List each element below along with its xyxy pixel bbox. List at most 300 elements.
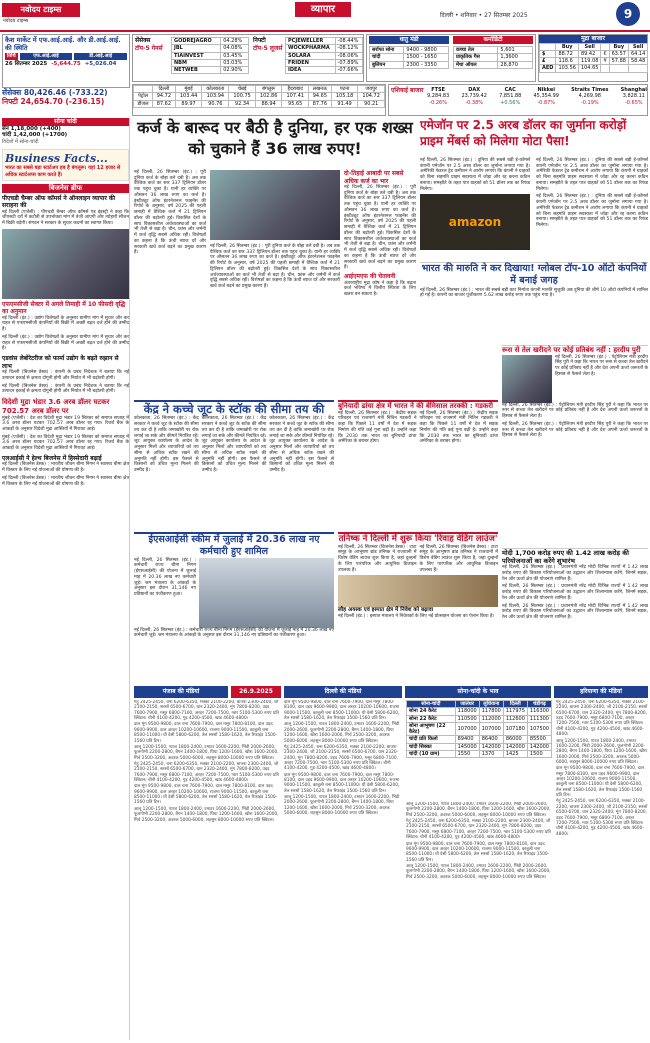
- fuel-city-row-cell: कोलकाता: [202, 86, 229, 93]
- fuel-city-row-cell: हैदराबाद: [282, 86, 309, 93]
- lead-body-3: नई दिल्ली, 26 सितम्बर (इंट.) : पूरी दुनिया कर्ज के बोझ तले दबी है। अब तक वैश्विक कर्ज का स्तर 337 ट्रिलियन डॉलर तक पहुंच चुका है। यानी हर व्यक्ति पर औसतन 36 लाख रुपए का कर्ज है। इंस्टीट्यूट ऑफ इंटरनेशनल फाइनेंस की रिपोर्ट के अनुसार, वर्ष 2025 की पहली छमाही में वैश्विक कर्ज में 21 ट्रिलियन डॉलर की बढ़ोतरी हुई। विकसित देशों के साथ विकासशील अर्थव्यवस्थाओं का कर्ज भी तेजी से बढ़ा है। चीन, फ्रांस और जर्मनी में कर्ज वृद्धि सबसे अधिक रही। विशेषज्ञों का कहना है कि ऊंची ब्याज दरें और सरकारी खर्च कर्ज बढ़ने का प्रमुख कारण हैं।: [344, 185, 416, 271]
- currency-cell: 103.56: [556, 65, 579, 72]
- gainer-cell: 03.03%: [221, 59, 249, 66]
- sensex-line: सेंसेक्स 80,426.46 (-733.22): [2, 88, 108, 97]
- fii-date: 26 सितम्बर 2025: [5, 60, 48, 67]
- esic-body-2: नई दिल्ली, 26 सितम्बर (इंट.) : कर्मचारी राज्य बीमा निगम (ईएसआईसी) की योजना में जुलाई माह में 20.36 लाख नए कर्मचारी जुड़े। श्रम मंत्रालय के आंकड़ों के अनुसार इस दौरान 31,146 नए प्रतिष्ठानों का पंजीकरण हुआ।: [134, 627, 334, 639]
- minister-photo: [502, 355, 552, 403]
- currency-cell: 89.42: [578, 50, 601, 57]
- fuel-petrol-row-cell: 104.72: [358, 93, 385, 100]
- currency-cell: $: [540, 50, 556, 57]
- russia-story: [502, 345, 648, 545]
- gold-rate-cell: सोना 24 कैरेट: [407, 708, 456, 715]
- world-market-change: +0.56%: [500, 99, 521, 106]
- mandi-tabs: [134, 686, 648, 698]
- gold-head-row: [407, 701, 552, 708]
- gold-rate-cell: सोना आभूषण (22 कैरेट): [407, 722, 456, 736]
- bullion-a-cell: 1500 - 1650: [404, 54, 449, 61]
- gainer-row: [172, 59, 249, 66]
- mandi-tab-gold: सोना-चांदी के भाव: [405, 686, 551, 698]
- gainer-cell: JBL: [172, 45, 221, 52]
- currency-cell: £: [540, 58, 556, 65]
- bullion-b-row: [454, 61, 533, 68]
- loser-row: [286, 38, 363, 45]
- loser-cell: -08.12%: [335, 45, 362, 52]
- currency-cell: 104.65: [578, 65, 601, 72]
- amazon-body-3: नई दिल्ली, 26 सितम्बर (इंट.) : दुनिया की सबसे बड़ी ई-कॉमर्स कंपनी एमेजॉन पर 2.5 अरब डॉलर का जुर्माना लगाया गया है। अमेरिकी फेडरल ट्रेड कमीशन ने आरोप लगाया कि कंपनी ने ग्राहकों को बिना सहमति प्राइम सदस्यता में जोड़ा और रद्द करना कठिन बनाया। समझौते के तहत पात्र ग्राहकों को 51 डॉलर तक का रिफंड मिलेगा।: [536, 194, 648, 229]
- gainers-table: [171, 37, 249, 74]
- bullion-b-cell: 1,3600: [498, 54, 533, 61]
- masthead: [0, 0, 650, 32]
- mandi-tab-delhi: दिल्ली की मंडियां: [284, 686, 402, 698]
- russia-headline: रूस से तेल खरीदने पर कोई प्रतिबंध नहीं : हरदीप पुरी: [502, 346, 641, 354]
- brief-p4b: मुंबई (एजेंसी) : देश का विदेशी मुद्रा भंडार 19 सितंबर को समाप्त सप्ताह में 3.6 अरब डॉलर घटकर 702.57 अरब डॉलर रह गया। रिजर्व बैंक के आंकड़ों के अनुसार विदेशी मुद्रा आस्तियों में गिरावट आई।: [2, 434, 129, 452]
- delhi-mandi-text-2: आलू 1200-1500, प्याज 1800-2400, टमाटर 1600-2200, भिंडी 2000-2600, फूलगोभी 2200-2800, बैंगन 1400-1800, घिया 1200-1600, खीरा 1600-2000, मिर्च 2500-3200, अदरक 5000-6000, लहसुन 8000-10000 रुपए प्रति क्विंटल।: [284, 722, 400, 744]
- lead-story: [134, 118, 416, 398]
- punjab-mandi-text-3: आलू 1200-1500, प्याज 1800-2400, टमाटर 1600-2200, भिंडी 2000-2600, फूलगोभी 2200-2800, बैंगन 1400-1800, घिया 1200-1600, खीरा 1600-2000, मिर्च 2500-3200, अदरक 5000-6000, लहसुन 8000-10000 रुपए प्रति क्विंटल।: [134, 744, 279, 761]
- tanishq-body-2: नई दिल्ली, 26 सितम्बर (बिजनेस डेस्क) : टाटा समूह के आभूषण ब्रांड तनिष्क ने राजधानी में विशेष वेडिंग लाउंज शुरू किया है, जहां दुल्हनों के लिए पारंपरिक और आधुनिक डिजाइन उपलब्ध हैं।: [419, 544, 498, 573]
- gainer-cell: 03.45%: [221, 52, 249, 59]
- currency-title: मुद्रा बाजार: [539, 35, 647, 43]
- gold-mandi-column: [406, 802, 552, 1040]
- punjab-mandi-column: [134, 700, 280, 1040]
- bullion-b-row: [454, 47, 533, 54]
- gold-rate-cell: 145000: [455, 743, 479, 750]
- gold-mandi-text-3: दाल मूंग 9500-9800, दाल चना 7600-7900, दाल मसूर 7800-8100, दाल उड़द 9600-9900, दाल अरहर 10200-10600, राजमा 9000-11500, काबुली चना 8500-11000। घी देसी 5800-6200, तेल सरसों 1580-1620, तेल रिफाइंड 1500-1560 प्रति टिन।: [406, 841, 550, 863]
- amazon-story: [420, 118, 648, 258]
- sona-line-1: सेन 1,18,000 (+400): [2, 125, 61, 132]
- bullion-b-cell: 28,870: [498, 61, 533, 68]
- delhi-mandi-text-5: आलू 1200-1500, प्याज 1800-2400, टमाटर 1600-2200, भिंडी 2000-2600, फूलगोभी 2200-2800, बैंगन 1400-1800, घिया 1200-1600, खीरा 1600-2000, मिर्च 2500-3200, अदरक 5000-6000, लहसुन 8000-10000 रुपए प्रति क्विंटल।: [284, 795, 400, 817]
- currency-cell: 58.48: [628, 58, 647, 65]
- gold-rate-cell: 112600: [503, 715, 527, 722]
- brief-h5: एलआईसी ने हेल्थ बिजनेस में हिस्सेदारी बढ़ाई: [2, 454, 102, 462]
- brief-h2: एफएमसीजी सेक्टर में अगले तिमाही में 10 फीसदी वृद्धि का अनुमान: [2, 300, 126, 316]
- currency-cell: 119.08: [578, 58, 601, 65]
- world-market-name: FTSE: [431, 87, 446, 93]
- amazon-body-1: नई दिल्ली, 26 सितम्बर (इंट.) : दुनिया की सबसे बड़ी ई-कॉमर्स कंपनी एमेजॉन पर 2.5 अरब डॉलर का जुर्माना लगाया गया है। अमेरिकी फेडरल ट्रेड कमीशन ने आरोप लगाया कि कंपनी ने ग्राहकों को बिना सहमति प्राइम सदस्यता में जोड़ा और रद्द करना कठिन बनाया। समझौते के तहत पात्र ग्राहकों को 51 डॉलर तक का रिफंड मिलेगा।: [420, 158, 530, 192]
- gadkari-body-1: नई दिल्ली, 26 सितम्बर (इंट.) : केंद्रीय सड़क परिवहन एवं राजमार्ग मंत्री नितिन गडकरी ने कहा कि पिछले 11 वर्षों में देश में सड़क निर्माण की गति कई गुना बढ़ी है। उन्होंने कहा कि 2030 तक भारत का बुनियादी ढांचा अमेरिका के बराबर होगा।: [338, 410, 417, 445]
- fuel-city-row-cell: लखनऊ: [308, 86, 331, 93]
- losers-table: [285, 37, 363, 74]
- russia-body-2: नई दिल्ली, 26 सितम्बर (इंट.) : पेट्रोलियम मंत्री हरदीप सिंह पुरी ने कहा कि भारत पर रूस से कच्चा तेल खरीदने पर कोई प्रतिबंध नहीं है और देश अपनी ऊर्जा जरूरतों के हिसाब से फैसले लेता है।: [502, 402, 648, 420]
- bullion-b-cell: कच्चा तेल: [454, 47, 498, 54]
- gold-head-cell: सोना-चांदी: [407, 701, 456, 708]
- gold-rate-cell: 107500: [527, 722, 551, 736]
- world-market-item: [499, 87, 521, 106]
- currency-cell: 118.6: [556, 58, 579, 65]
- lead-sub: दो-तिहाई आबादी पर सबसे अधिक कर्ज का भार: [344, 170, 404, 185]
- currency-cell: 88.72: [556, 50, 579, 57]
- gold-rate-cell: 116300: [527, 708, 551, 715]
- fuel-petrol-row-cell: पेट्रोल: [134, 93, 153, 100]
- fuel-petrol-row-cell: 94.65: [308, 93, 331, 100]
- currency-cell: [628, 65, 647, 72]
- gold-rate-row: [407, 722, 552, 736]
- bullion-a-cell: 9400 - 9800: [404, 47, 449, 54]
- factory-photo: [2, 229, 129, 299]
- gold-rates-box: [406, 700, 552, 800]
- gainer-cell: TIAINVEST: [172, 52, 221, 59]
- bullion-a-cell: 2300 - 3350: [404, 61, 449, 68]
- bullion-table-a: [369, 46, 449, 69]
- gold-rate-row: [407, 750, 552, 757]
- currency-cell: 64.14: [628, 50, 647, 57]
- loser-row: [286, 59, 363, 66]
- loser-cell: IDEA: [286, 67, 336, 74]
- currency-cell: €: [601, 50, 609, 57]
- section-title: व्यापार: [295, 2, 351, 17]
- gold-rate-cell: 142000: [527, 743, 551, 750]
- fuel-diesel-row-cell: 87.62: [152, 100, 175, 107]
- bullion-b-cell: प्राकृतिक गैस: [454, 54, 498, 61]
- gold-rate-cell: 107180: [503, 722, 527, 736]
- gold-rate-cell: 110500: [455, 715, 479, 722]
- loser-cell: -07.89%: [335, 59, 362, 66]
- fuel-diesel-row-cell: 87.76: [308, 100, 331, 107]
- gold-rate-cell: 86000: [503, 736, 527, 743]
- esic-building-photo: [199, 558, 334, 628]
- brief-p2: नई दिल्ली (इंट.) : उद्योग विशेषज्ञों के अनुसार ग्रामीण मांग में सुधार और कर राहत से एफएमसीजी कंपनियों की बिक्री में अच्छी बढ़त दर्ज होने की उम्मीद है।: [2, 315, 129, 333]
- loser-cell: FRIDEN: [286, 59, 336, 66]
- haryana-mandi-text-4: गेहूं 2425-2450, चना 6200-6350, मक्का 2100-2200, बाजरा 2300-2400, जौ 2100-2150, सरसों 6500-6700, धान 2320-2400, मूंग 7800-8200, उड़द 7600-7900, मसूर 6800-7100, अरहर 7200-7500, ग्वार 5100-5300 रुपए प्रति क्विंटल। चीनी 4100-4200, गुड़ 4200-4500, खांड 4600-4800।: [556, 799, 648, 837]
- maruti-body: नई दिल्ली, 26 सितम्बर (इंट.) : भारत की सबसे बड़ी कार निर्माता कंपनी मारुति सुजुकी अब दुनिया की शीर्ष 10 ऑटो कंपनियों में शामिल हो गई है। कंपनी का बाजार पूंजीकरण 5.62 लाख करोड़ रुपए तक पहुंच गया है।: [420, 287, 648, 299]
- fii-dii-box: [2, 34, 130, 88]
- bullion-b-cell: मेंथा ऑयल: [454, 61, 498, 68]
- modi-body-3: नई दिल्ली, 26 सितम्बर (इंट.) : प्रधानमंत्री नरेंद्र मोदी विभिन्न राज्यों में 1.42 लाख करोड़ रुपए की विकास परियोजनाओं का उद्घाटन और शिलान्यास करेंगे, जिनमें सड़क, रेल और ऊर्जा क्षेत्र की योजनाएं शामिल हैं।: [502, 603, 648, 621]
- brief-title: बिजनेस ब्रीफ: [2, 184, 129, 193]
- brief-p1: नई दिल्ली (एजेंसी) : पीएचडी चैम्बर ऑफ कॉमर्स एंड इंडस्ट्री ने कहा कि जीएसटी दरों में कटौती से उपभोक्ता मांग में तेजी आएगी और त्योहारी सीजन में बिक्री बढ़ेगी। संगठन ने सरकार के सुधार कदमों का स्वागत किया।: [2, 209, 129, 226]
- punjab-mandi-text-5: दाल मूंग 9500-9800, दाल चना 7600-7900, दाल मसूर 7800-8100, दाल उड़द 9600-9900, दाल अरहर 10200-10600, राजमा 9000-11500, काबुली चना 8500-11000। घी देसी 5800-6200, तेल सरसों 1580-1620, तेल रिफाइंड 1500-1560 प्रति टिन।: [134, 784, 278, 806]
- world-market-name: DAX: [468, 87, 481, 93]
- lead-side-text: अंतरराष्ट्रीय मुद्रा कोष ने कहा है कि बढ़ता कर्ज भविष्य में वित्तीय स्थिरता के लिए खतरा बन सकता है।: [344, 280, 416, 297]
- world-market-item: [571, 87, 608, 106]
- bullion-a-row: [370, 61, 449, 68]
- brief-h3: एडवांस लेबोरेटरीज को फार्मा उद्योग के बढ़ते रुझान से लाभ: [2, 355, 119, 370]
- sona-line-2: चांदी 1,42,000 (+1700): [2, 132, 68, 139]
- gold-rate-cell: चांदी प्रति किलो: [407, 736, 456, 743]
- gold-rate-row: [407, 708, 552, 715]
- loser-row: [286, 45, 363, 52]
- gainers-losers-box: [132, 34, 364, 82]
- losers-label: टॉप-5 लूजर्स: [253, 44, 283, 52]
- world-market-item: [621, 87, 647, 106]
- brief-p5: नई दिल्ली (बिजनेस डेस्क) : भारतीय जीवन बीमा निगम ने स्वास्थ्य बीमा क्षेत्र में विस्तार के लिए नई योजनाओं की घोषणा की है।: [2, 462, 129, 474]
- gold-mandi-text-2: गेहूं 2425-2450, चना 6200-6350, मक्का 2100-2200, बाजरा 2300-2400, जौ 2100-2150, सरसों 6500-6700, धान 2320-2400, मूंग 7800-8200, उड़द 7600-7900, मसूर 6800-7100, अरहर 7200-7500, ग्वार 5100-5300 रुपए प्रति क्विंटल। चीनी 4100-4200, गुड़ 4200-4500, खांड 4600-4800।: [406, 819, 551, 841]
- punjab-mandi-text-1: गेहूं 2425-2450, चना 6200-6350, मक्का 2100-2200, बाजरा 2300-2400, जौ 2100-2150, सरसों 6500-6700, धान 2320-2400, मूंग 7800-8200, उड़द 7600-7900, मसूर 6800-7100, अरहर 7200-7500, ग्वार 5100-5300 रुपए प्रति क्विंटल। चीनी 4100-4200, गुड़ 4200-4500, खांड 4600-4800।: [134, 700, 279, 722]
- gold-rates-table: [406, 700, 552, 758]
- currency-head-row: [540, 43, 648, 50]
- gainer-row: [172, 52, 249, 59]
- fuel-city-row-cell: जयपुर: [358, 86, 385, 93]
- fuel-table: [133, 85, 385, 108]
- masthead-tagline: नवोदय टाइम्स: [3, 18, 29, 24]
- delhi-mandi-text-4: दाल मूंग 9500-9800, दाल चना 7600-7900, दाल मसूर 7800-8100, दाल उड़द 9600-9900, दाल अरहर 10200-10600, राजमा 9000-11500, काबुली चना 8500-11000। घी देसी 5800-6200, तेल सरसों 1580-1620, तेल रिफाइंड 1500-1560 प्रति टिन।: [284, 772, 400, 794]
- left-column: [2, 118, 130, 1040]
- russia-body-1: नई दिल्ली, 26 सितम्बर (इंट.) : पेट्रोलियम मंत्री हरदीप सिंह पुरी ने कहा कि भारत पर रूस से कच्चा तेल खरीदने पर कोई प्रतिबंध नहीं है और देश अपनी ऊर्जा जरूरतों के हिसाब से फैसले लेता है।: [555, 354, 649, 377]
- gold-rate-cell: 142000: [479, 743, 503, 750]
- punjab-mandi-text-2: दाल मूंग 9500-9800, दाल चना 7600-7900, दाल मसूर 7800-8100, दाल उड़द 9600-9900, दाल अरहर 10200-10600, राजमा 9000-11500, काबुली चना 8500-11000। घी देसी 5800-6200, तेल सरसों 1580-1620, तेल रिफाइंड 1500-1560 प्रति टिन।: [134, 722, 278, 744]
- fuel-diesel-row-cell: 95.65: [282, 100, 309, 107]
- modi-story: [502, 548, 648, 682]
- brief-p5b: नई दिल्ली (बिजनेस डेस्क) : भारतीय जीवन बीमा निगम ने स्वास्थ्य बीमा क्षेत्र में विस्तार के लिए नई योजनाओं की घोषणा की है।: [2, 475, 129, 487]
- gold-rate-cell: 118000: [455, 708, 479, 715]
- gold-rate-row: [407, 736, 552, 743]
- bullion-a-row: [370, 54, 449, 61]
- world-row: [427, 87, 647, 106]
- fuel-petrol-row-cell: 105.18: [331, 93, 358, 100]
- sona-title: सोना चांदी: [2, 118, 129, 126]
- currency-cell: 63.57: [609, 50, 628, 57]
- amazon-headline: एमेजॉन पर 2.5 अरब डॉलर का जुर्माना करोड़ों प्राइम मेंबर्स को मिलेगा मोटा पैसा!: [420, 118, 627, 148]
- nifty-line: निफ्टी 24,654.70 (-236.15): [2, 97, 105, 107]
- world-market-value: 23,739.42: [461, 93, 487, 100]
- fii-dii-headline: कैश मार्केट में एफ.आई.आई. और डी.आई.आई. की स्थिति: [5, 36, 121, 53]
- lead-body-2: नई दिल्ली, 26 सितम्बर (इंट.) : पूरी दुनिया कर्ज के बोझ तले दबी है। अब तक वैश्विक कर्ज का स्तर 337 ट्रिलियन डॉलर तक पहुंच चुका है। यानी हर व्यक्ति पर औसतन 36 लाख रुपए का कर्ज है। इंस्टीट्यूट ऑफ इंटरनेशनल फाइनेंस की रिपोर्ट के अनुसार, वर्ष 2025 की पहली छमाही में वैश्विक कर्ज में 21 ट्रिलियन डॉलर की बढ़ोतरी हुई। विकसित देशों के साथ विकासशील अर्थव्यवस्थाओं का कर्ज भी तेजी से बढ़ा है। चीन, फ्रांस और जर्मनी में कर्ज वृद्धि सबसे अधिक रही। विशेषज्ञों का कहना है कि ऊंची ब्याज दरें और सरकारी खर्च कर्ज बढ़ने का प्रमुख कारण हैं।: [210, 244, 340, 290]
- gold-rate-cell: चांदी सिक्का: [407, 743, 456, 750]
- bullion-b-cell: 5,601: [498, 47, 533, 54]
- fuel-city-row-cell: चेन्नई: [229, 86, 256, 93]
- currency-cell: ¥: [601, 58, 609, 65]
- bullion-a-cell: सर्राफा सोना: [370, 47, 404, 54]
- fuel-diesel-row: [134, 100, 385, 107]
- currency-row: [540, 50, 648, 57]
- fuel-prices-box: [132, 84, 386, 116]
- fuel-city-row-cell: दिल्ली: [152, 86, 175, 93]
- esic-story: [134, 532, 334, 682]
- loser-cell: SOLARA: [286, 52, 336, 59]
- world-market-item: [427, 87, 449, 106]
- tanishq-photo: [338, 575, 498, 607]
- amazon-body-2: नई दिल्ली, 26 सितम्बर (इंट.) : दुनिया की सबसे बड़ी ई-कॉमर्स कंपनी एमेजॉन पर 2.5 अरब डॉलर का जुर्माना लगाया गया है। अमेरिकी फेडरल ट्रेड कमीशन ने आरोप लगाया कि कंपनी ने ग्राहकों को बिना सहमति प्राइम सदस्यता में जोड़ा और रद्द करना कठिन बनाया। समझौते के तहत पात्र ग्राहकों को 51 डॉलर तक का रिफंड मिलेगा।: [536, 158, 648, 192]
- gold-rate-cell: 1370: [479, 750, 503, 757]
- bullion-box: [366, 34, 536, 82]
- bullion-a-row: [370, 47, 449, 54]
- fii-col-fii: एफ.आई.आई: [20, 53, 73, 59]
- maruti-headline: भारत की मारुति ने कर दिखाया! ग्लोबल टॉप-10 ऑटो कंपनियों में बनाई जगह: [421, 263, 647, 287]
- gold-head-cell: चंडीगढ़: [527, 701, 551, 708]
- world-market-value: 4,269.98: [578, 93, 601, 100]
- world-market-value: 9,284.83: [427, 93, 450, 100]
- currency-head-cell: Buy: [609, 43, 628, 50]
- bullion-a-cell: बुलियन: [370, 61, 404, 68]
- gainer-row: [172, 38, 249, 45]
- gainer-cell: NETWEB: [172, 67, 221, 74]
- currency-row: [540, 58, 648, 65]
- dateline: दिल्ली • शनिवार • 27 सितम्बर 2025: [440, 12, 528, 19]
- delhi-mandi-column: [284, 700, 402, 1040]
- fii-col-date: तिथि: [7, 53, 16, 60]
- jute-body-3: कोलकाता, 26 सितम्बर (इंट.) : केंद्र सरकार ने कच्चे जूट के स्टॉक की सीमा तय कर दी है ताकि जमाखोरी पर रोक लगाई जा सके और कीमतें नियंत्रित रहें। जूट आयुक्त कार्यालय के आदेश के अनुसार मिलों और व्यापारियों को तय सीमा से अधिक स्टॉक रखने की अनुमति नहीं होगी। इस फैसले से किसानों को उचित मूल्य मिलने की उम्मीद है।: [269, 416, 335, 473]
- amazon-logo: amazon: [420, 194, 530, 250]
- gadkari-headline: बुनियादी ढांचा क्षेत्र में भारत ने की बेमिसाल तरक्की : गडकरी: [338, 402, 493, 410]
- currency-cell: AED: [540, 65, 556, 72]
- fuel-city-row-cell: [134, 86, 153, 93]
- page-number: 9: [616, 2, 640, 26]
- world-market-change: -0.38%: [465, 99, 484, 106]
- world-market-name: CAC: [504, 87, 516, 93]
- lead-side-head: आईएमएफ की चेतावनी: [344, 273, 396, 281]
- currency-cell: 57.88: [609, 58, 628, 65]
- gainer-cell: 02.90%: [221, 67, 249, 74]
- world-market-name: Straits Times: [571, 87, 609, 93]
- business-facts-title: Business Facts...: [5, 151, 108, 165]
- tanishq-headline: तनिष्क ने दिल्ली में शुरू किया 'रिवाह वेडिंग लाउंज': [338, 534, 498, 544]
- fuel-petrol-row-cell: 102.86: [255, 93, 282, 100]
- gainer-cell: GODREJAGRO: [172, 38, 221, 45]
- world-market-name: Shanghai: [620, 87, 647, 93]
- gold-rate-cell: 107000: [479, 722, 503, 736]
- gainer-row: [172, 67, 249, 74]
- bullion-a-cell: चांदी: [370, 54, 404, 61]
- russia-body-3: नई दिल्ली, 26 सितम्बर (इंट.) : पेट्रोलियम मंत्री हरदीप सिंह पुरी ने कहा कि भारत पर रूस से कच्चा तेल खरीदने पर कोई प्रतिबंध नहीं है और देश अपनी ऊर्जा जरूरतों के हिसाब से फैसले लेता है।: [502, 421, 648, 439]
- jute-body-2: कोलकाता, 26 सितम्बर (इंट.) : केंद्र सरकार ने कच्चे जूट के स्टॉक की सीमा तय कर दी है ताकि जमाखोरी पर रोक लगाई जा सके और कीमतें नियंत्रित रहें। जूट आयुक्त कार्यालय के आदेश के अनुसार मिलों और व्यापारियों को तय सीमा से अधिक स्टॉक रखने की अनुमति नहीं होगी। इस फैसले से किसानों को उचित मूल्य मिलने की उम्मीद है।: [201, 416, 267, 473]
- world-markets-box: [388, 84, 648, 116]
- gold-head-cell: लुधियाना: [479, 701, 503, 708]
- world-market-item: [461, 87, 486, 106]
- newspaper-logo: नवोदय टाइम्स: [2, 3, 80, 17]
- loser-cell: -08.06%: [335, 52, 362, 59]
- world-market-change: -0.65%: [624, 99, 643, 106]
- world-market-name: Nikkei: [537, 87, 555, 93]
- punjab-mandi-text-4: गेहूं 2425-2450, चना 6200-6350, मक्का 2100-2200, बाजरा 2300-2400, जौ 2100-2150, सरसों 6500-6700, धान 2320-2400, मूंग 7800-8200, उड़द 7600-7900, मसूर 6800-7100, अरहर 7200-7500, ग्वार 5100-5300 रुपए प्रति क्विंटल। चीनी 4100-4200, गुड़ 4200-4500, खांड 4600-4800।: [134, 761, 279, 784]
- fii-value: -5,644.75: [51, 60, 81, 67]
- haryana-mandi-column: [556, 700, 648, 1040]
- loser-row: [286, 67, 363, 74]
- delhi-mandi-text-3: गेहूं 2425-2450, चना 6200-6350, मक्का 2100-2200, बाजरा 2300-2400, जौ 2100-2150, सरसों 6500-6700, धान 2320-2400, मूंग 7800-8200, उड़द 7600-7900, मसूर 6800-7100, अरहर 7200-7500, ग्वार 5100-5300 रुपए प्रति क्विंटल। चीनी 4100-4200, गुड़ 4200-4500, खांड 4600-4800।: [284, 744, 399, 772]
- modi-body-2: नई दिल्ली, 26 सितम्बर (इंट.) : प्रधानमंत्री नरेंद्र मोदी विभिन्न राज्यों में 1.42 लाख करोड़ रुपए की विकास परियोजनाओं का उद्घाटन और शिलान्यास करेंगे, जिनमें सड़क, रेल और ऊर्जा क्षेत्र की योजनाएं शामिल हैं।: [502, 584, 648, 601]
- mandi-tab-haryana: हरियाणा की मंडियां: [554, 686, 648, 698]
- currency-row: [540, 65, 648, 72]
- fuel-diesel-row-cell: 90.76: [202, 100, 229, 107]
- gainer-row: [172, 45, 249, 52]
- world-market-change: -0.19%: [580, 99, 599, 106]
- gold-rate-cell: चांदी (10 ग्राम): [407, 750, 456, 757]
- gold-rate-cell: सोना 22 कैरेट: [407, 715, 456, 722]
- lead-body-1: नई दिल्ली, 26 सितम्बर (इंट.) : पूरी दुनिया कर्ज के बोझ तले दबी है। अब तक वैश्विक कर्ज का स्तर 337 ट्रिलियन डॉलर तक पहुंच चुका है। यानी हर व्यक्ति पर औसतन 36 लाख रुपए का कर्ज है। इंस्टीट्यूट ऑफ इंटरनेशनल फाइनेंस की रिपोर्ट के अनुसार, वर्ष 2025 की पहली छमाही में वैश्विक कर्ज में 21 ट्रिलियन डॉलर की बढ़ोतरी हुई। विकसित देशों के साथ विकासशील अर्थव्यवस्थाओं का कर्ज भी तेजी से बढ़ा है। चीन, फ्रांस और जर्मनी में कर्ज वृद्धि सबसे अधिक रही। विशेषज्ञों का कहना है कि ऊंची ब्याज दरें और सरकारी खर्च कर्ज बढ़ने का प्रमुख कारण हैं।: [134, 170, 206, 256]
- delhi-mandi-text-1: दाल मूंग 9500-9800, दाल चना 7600-7900, दाल मसूर 7800-8100, दाल उड़द 9600-9900, दाल अरहर 10200-10600, राजमा 9000-11500, काबुली चना 8500-11000। घी देसी 5800-6200, तेल सरसों 1580-1620, तेल रिफाइंड 1500-1560 प्रति टिन।: [284, 700, 400, 722]
- gold-rate-cell: 1500: [527, 750, 551, 757]
- fii-col-dii: डी.आई.आई: [74, 53, 127, 59]
- jewel-headline: लौह अयस्क एवं इस्पात क्षेत्र में निवेश को बढ़ावा: [338, 607, 434, 614]
- business-facts-box: [2, 149, 129, 181]
- haryana-mandi-text-3: दाल मूंग 9500-9800, दाल चना 7600-7900, दाल मसूर 7800-8100, दाल उड़द 9600-9900, दाल अरहर 10200-10600, राजमा 9000-11500, काबुली चना 8500-11000। घी देसी 5800-6200, तेल सरसों 1580-1620, तेल रिफाइंड 1500-1560 प्रति टिन।: [556, 766, 644, 799]
- world-market-value: 7,851.88: [499, 93, 522, 100]
- bullion-b-row: [454, 54, 533, 61]
- brief-p4: मुंबई (एजेंसी) : देश का विदेशी मुद्रा भंडार 19 सितंबर को समाप्त सप्ताह में 3.6 अरब डॉलर घटकर 702.57 अरब डॉलर रह गया। रिजर्व बैंक के आंकड़ों के अनुसार विदेशी मुद्रा आस्तियों में गिरावट आई।: [2, 415, 129, 433]
- gadkari-story: [338, 400, 498, 528]
- fuel-petrol-row-cell: 103.94: [202, 93, 229, 100]
- gold-head-cell: दिल्ली: [503, 701, 527, 708]
- fuel-petrol-row-cell: 107.41: [282, 93, 309, 100]
- fuel-city-row: [134, 86, 385, 93]
- jute-body-1: कोलकाता, 26 सितम्बर (इंट.) : केंद्र सरकार ने कच्चे जूट के स्टॉक की सीमा तय कर दी है ताकि जमाखोरी पर रोक लगाई जा सके और कीमतें नियंत्रित रहें। जूट आयुक्त कार्यालय के आदेश के अनुसार मिलों और व्यापारियों को तय सीमा से अधिक स्टॉक रखने की अनुमति नहीं होगी। इस फैसले से किसानों को उचित मूल्य मिलने की उम्मीद है।: [134, 416, 199, 473]
- brief-p2b: नई दिल्ली (इंट.) : उद्योग विशेषज्ञों के अनुसार ग्रामीण मांग में सुधार और कर राहत से एफएमसीजी कंपनियों की बिक्री में अच्छी बढ़त दर्ज होने की उम्मीद है।: [2, 334, 129, 352]
- fuel-petrol-row: [134, 93, 385, 100]
- brief-p3b: नई दिल्ली (बिजनेस डेस्क) : कंपनी के प्रबंध निदेशक ने बताया कि नई उत्पादन इकाई से क्षमता दोगुनी होगी और निर्यात में भी बढ़ोतरी होगी।: [2, 383, 129, 395]
- fuel-diesel-row-cell: 89.97: [175, 100, 202, 107]
- bullion-title-a: धातु मंडी: [369, 36, 449, 44]
- gold-rate-cell: 85500: [527, 736, 551, 743]
- brief-p3: नई दिल्ली (बिजनेस डेस्क) : कंपनी के प्रबंध निदेशक ने बताया कि नई उत्पादन इकाई से क्षमता दोगुनी होगी और निर्यात में भी बढ़ोतरी होगी।: [2, 370, 129, 381]
- gold-rate-cell: 86400: [479, 736, 503, 743]
- fuel-petrol-row-cell: 100.75: [229, 93, 256, 100]
- gold-mandi-text-1: आलू 1200-1500, प्याज 1800-2400, टमाटर 1600-2200, भिंडी 2000-2600, फूलगोभी 2200-2800, बैंगन 1400-1800, घिया 1200-1600, खीरा 1600-2000, मिर्च 2500-3200, अदरक 5000-6000, लहसुन 8000-10000 रुपए प्रति क्विंटल।: [406, 802, 551, 818]
- jewel-body: नई दिल्ली (इंट.) : इस्पात मंत्रालय ने निवेशकों के लिए नई प्रोत्साहन योजना का ऐलान किया है।: [338, 614, 495, 620]
- indices-summary: [2, 88, 130, 116]
- gold-head-cell: जालंधर: [455, 701, 479, 708]
- gainer-cell: NBM: [172, 59, 221, 66]
- fuel-petrol-row-cell: 103.44: [175, 93, 202, 100]
- world-market-value: 45,354.99: [533, 93, 559, 100]
- modi-body-1: नई दिल्ली, 26 सितम्बर (इंट.) : प्रधानमंत्री नरेंद्र मोदी विभिन्न राज्यों में 1.42 लाख करोड़ रुपए की विकास परियोजनाओं का उद्घाटन और शिलान्यास करेंगे, जिनमें सड़क, रेल और ऊर्जा क्षेत्र की योजनाएं शामिल हैं।: [502, 565, 648, 582]
- brief-h1: पीएचडी चैम्बर ऑफ कॉमर्स ने ऑनलाइन व्यापार की सराहना की: [2, 194, 116, 209]
- fuel-city-row-cell: पटना: [331, 86, 358, 93]
- gold-mandi-text-4: आलू 1200-1500, प्याज 1800-2400, टमाटर 1600-2200, भिंडी 2000-2600, फूलगोभी 2200-2800, बैंगन 1400-1800, घिया 1200-1600, खीरा 1600-2000, मिर्च 2500-3200, अदरक 5000-6000, लहसुन 8000-10000 रुपए प्रति क्विंटल।: [406, 863, 551, 880]
- gold-rate-cell: 117800: [479, 708, 503, 715]
- loser-cell: -08.44%: [335, 38, 362, 45]
- esic-body-1: नई दिल्ली, 26 सितम्बर (इंट.) : कर्मचारी राज्य बीमा निगम (ईएसआईसी) की योजना में जुलाई माह में 20.36 लाख नए कर्मचारी जुड़े। श्रम मंत्रालय के आंकड़ों के अनुसार इस दौरान 31,146 नए प्रतिष्ठानों का पंजीकरण हुआ।: [134, 557, 196, 598]
- brief-h4: विदेशी मुद्रा भंडार 3.6 अरब डॉलर घटकर 702.57 अरब डॉलर पर: [2, 398, 110, 415]
- dii-value: +5,026.04: [84, 60, 117, 67]
- haryana-mandi-text-2: आलू 1200-1500, प्याज 1800-2400, टमाटर 1600-2200, भिंडी 2000-2600, फूलगोभी 2200-2800, बैंगन 1400-1800, घिया 1200-1600, खीरा 1600-2000, मिर्च 2500-3200, अदरक 5000-6000, लहसुन 8000-10000 रुपए प्रति क्विंटल।: [556, 738, 647, 765]
- sona-sub: विदेशों में सोना-चांदी: [2, 139, 39, 146]
- world-market-value: 3,828.11: [622, 93, 645, 100]
- jute-story: [134, 400, 334, 528]
- fuel-city-row-cell: मुंबई: [175, 86, 202, 93]
- punjab-mandi-text-6: आलू 1200-1500, प्याज 1800-2400, टमाटर 1600-2200, भिंडी 2000-2600, फूलगोभी 2200-2800, बैंगन 1400-1800, घिया 1200-1600, खीरा 1600-2000, मिर्च 2500-3200, अदरक 5000-6000, लहसुन 8000-10000 रुपए प्रति क्विंटल।: [134, 806, 279, 823]
- gainer-cell: 04.08%: [221, 45, 249, 52]
- gadkari-body-2: नई दिल्ली, 26 सितम्बर (इंट.) : केंद्रीय सड़क परिवहन एवं राजमार्ग मंत्री नितिन गडकरी ने कहा कि पिछले 11 वर्षों में देश में सड़क निर्माण की गति कई गुना बढ़ी है। उन्होंने कहा कि 2030 तक भारत का बुनियादी ढांचा अमेरिका के बराबर होगा।: [419, 410, 498, 445]
- gold-rate-cell: 112000: [479, 715, 503, 722]
- business-facts-text: भारत का सबसे बड़ा स्टार्टअप हब है बंगलूरू। यहां 12 हजार से अधिक स्टार्टअप्स काम करते हैं।: [5, 165, 121, 178]
- currency-head-cell: Sell: [628, 43, 647, 50]
- gold-rate-row: [407, 715, 552, 722]
- gold-rate-cell: 142000: [503, 743, 527, 750]
- currency-head-cell: [540, 43, 556, 50]
- jute-headline: केंद्र ने कच्चे जूट के स्टॉक की सीमा तय की: [143, 402, 325, 416]
- gold-rate-cell: 111300: [527, 715, 551, 722]
- tanishq-body-1: नई दिल्ली, 26 सितम्बर (बिजनेस डेस्क) : टाटा समूह के आभूषण ब्रांड तनिष्क ने राजधानी में विशेष वेडिंग लाउंज शुरू किया है, जहां दुल्हनों के लिए पारंपरिक और आधुनिक डिजाइन उपलब्ध हैं।: [338, 544, 417, 573]
- currency-cell: [609, 65, 628, 72]
- lead-headline: कर्ज के बारूद पर बैठी है दुनिया, हर एक शख्स को चुकाने हैं 36 लाख रुपए!: [137, 118, 413, 158]
- fuel-diesel-row-cell: 92.34: [229, 100, 256, 107]
- currency-head-cell: [601, 43, 609, 50]
- loser-cell: PCJEWELLER: [286, 38, 336, 45]
- esic-headline: ईएसआईसी स्कीम में जुलाई में 20.36 लाख नए कर्मचारी हुए शामिल: [148, 534, 320, 557]
- fuel-diesel-row-cell: 90.21: [358, 100, 385, 107]
- losers-head: निफ्टी: [253, 37, 266, 44]
- maruti-story: [420, 262, 648, 342]
- gold-rate-cell: 1550: [455, 750, 479, 757]
- bullion-table-b: [453, 46, 533, 69]
- globe-photo: [210, 170, 340, 240]
- tanishq-story: [338, 532, 498, 682]
- loser-row: [286, 52, 363, 59]
- fuel-diesel-row-cell: 91.49: [331, 100, 358, 107]
- haryana-mandi-text-1: गेहूं 2425-2450, चना 6200-6350, मक्का 2100-2200, बाजरा 2300-2400, जौ 2100-2150, सरसों 6500-6700, धान 2320-2400, मूंग 7800-8200, उड़द 7600-7900, मसूर 6800-7100, अरहर 7200-7500, ग्वार 5100-5300 रुपए प्रति क्विंटल। चीनी 4100-4200, गुड़ 4200-4500, खांड 4600-4800।: [556, 700, 648, 738]
- mandi-date: 26.9.2025: [231, 686, 281, 698]
- fuel-petrol-row-cell: 94.72: [152, 93, 175, 100]
- currency-head-cell: Buy: [556, 43, 579, 50]
- gold-rate-cell: 117975: [503, 708, 527, 715]
- mandi-tab-punjab: पंजाब की मंडियां: [134, 686, 228, 698]
- gold-rate-cell: 1425: [503, 750, 527, 757]
- fuel-city-row-cell: बंगलुरू: [255, 86, 282, 93]
- bullion-title-b: कमोडिटी: [453, 36, 533, 44]
- gold-rate-cell: 107000: [455, 722, 479, 736]
- gainers-label: टॉप-5 गेनर्स: [135, 44, 163, 52]
